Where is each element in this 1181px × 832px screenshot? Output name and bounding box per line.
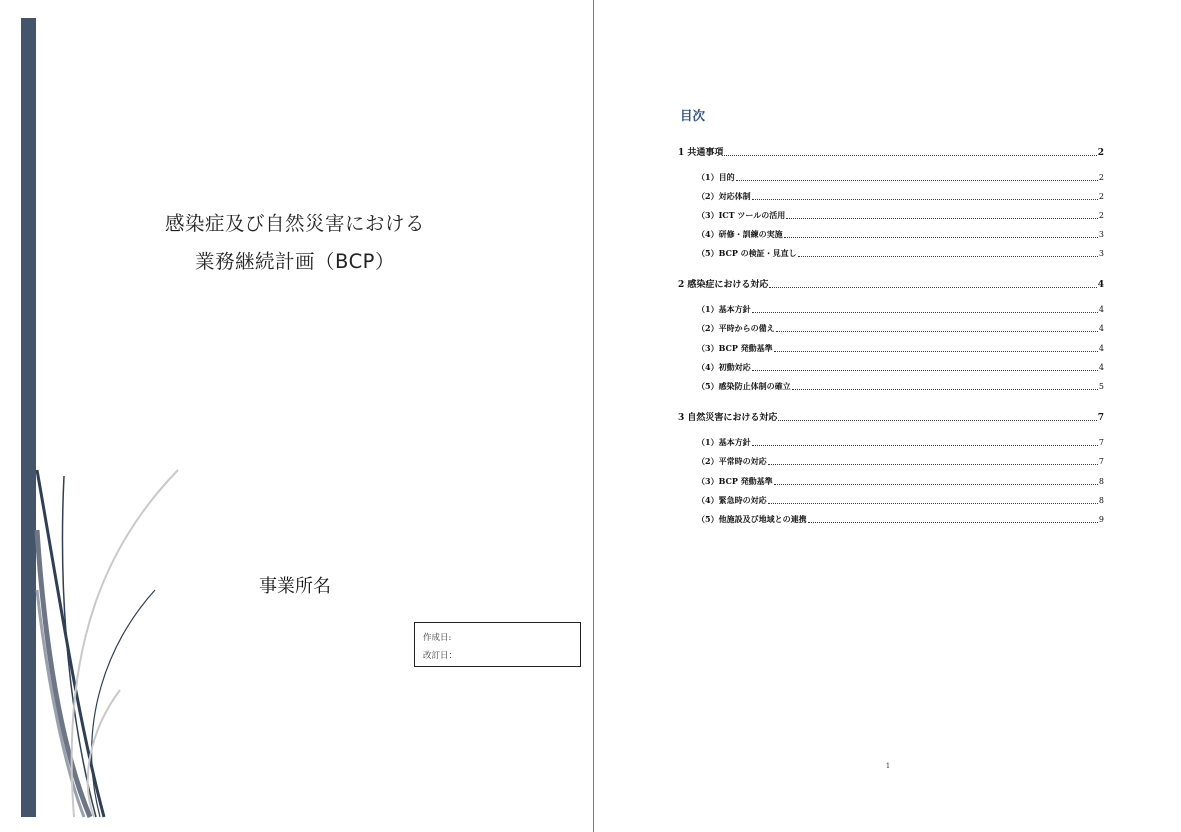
toc-item-title: （2）平時からの備え <box>697 323 775 333</box>
toc-item[interactable] <box>697 210 1104 221</box>
toc-item-title: （2）対応体制 <box>697 191 751 201</box>
toc-leader <box>768 503 1098 504</box>
toc-item-title: （3）BCP 発動基準 <box>697 343 773 353</box>
toc-item-page: 3 <box>1098 230 1104 239</box>
toc-page <box>594 0 1181 832</box>
toc-item-page: 2 <box>1098 173 1104 182</box>
toc-item[interactable] <box>697 437 1104 448</box>
toc-leader <box>752 445 1098 446</box>
toc-item-title: （5）感染防止体制の確立 <box>697 381 791 391</box>
toc-leader <box>778 420 1096 421</box>
toc-leader <box>784 237 1098 238</box>
toc-item[interactable] <box>697 362 1104 373</box>
toc-leader <box>774 351 1098 352</box>
toc-leader <box>736 180 1098 181</box>
toc-item-title: （5）他施設及び地域との連携 <box>697 514 807 524</box>
toc-item[interactable] <box>697 495 1104 506</box>
toc-leader <box>752 370 1098 371</box>
office-name: 事業所名 <box>259 576 331 597</box>
toc-leader <box>786 218 1098 219</box>
date-box <box>414 622 581 667</box>
toc-item[interactable] <box>697 381 1104 392</box>
toc-section[interactable] <box>678 277 1104 290</box>
toc-leader <box>776 331 1098 332</box>
toc-item[interactable] <box>697 343 1104 354</box>
toc-item-title: （4）研修・訓練の実施 <box>697 229 783 239</box>
cover-title-line2: 業務継続計画（BCP） <box>195 250 395 273</box>
page-number: 1 <box>885 762 891 770</box>
toc-item-page: 3 <box>1098 249 1104 258</box>
toc-item-page: 2 <box>1098 211 1104 220</box>
toc-item-title: （3）BCP 発動基準 <box>697 476 773 486</box>
toc-section-page: 2 <box>1097 148 1104 158</box>
toc-leader <box>752 199 1098 200</box>
toc-item[interactable] <box>697 304 1104 315</box>
revised-date-label: 改訂日： <box>423 651 458 661</box>
toc-item-page: 8 <box>1098 496 1104 505</box>
toc-item-page: 7 <box>1098 457 1104 466</box>
toc-item-title: （5）BCP の検証・見直し <box>697 248 797 258</box>
toc-item[interactable] <box>697 456 1104 467</box>
toc-section-page: 4 <box>1097 280 1104 290</box>
toc-item[interactable] <box>697 191 1104 202</box>
toc-item-page: 5 <box>1098 382 1104 391</box>
toc-leader <box>752 312 1098 313</box>
cover-title-line1: 感染症及び自然災害における <box>164 212 425 235</box>
toc-leader <box>769 287 1096 288</box>
toc-leader <box>724 155 1096 156</box>
toc-item[interactable] <box>697 323 1104 334</box>
toc-item-title: （1）基本方針 <box>697 437 751 447</box>
toc-item-title: （3）ICT ツールの活用 <box>697 210 786 220</box>
toc-item-page: 4 <box>1098 363 1104 372</box>
toc-leader <box>808 522 1098 523</box>
toc-item-page: 4 <box>1098 324 1104 333</box>
toc-section-title: 2 感染症における対応 <box>678 280 769 290</box>
toc-item[interactable] <box>697 476 1104 487</box>
toc-item-page: 4 <box>1098 344 1104 353</box>
toc-item-title: （4）緊急時の対応 <box>697 495 767 505</box>
toc-section-title: 1 共通事項 <box>678 148 724 158</box>
toc-leader <box>768 464 1098 465</box>
toc-section-title: 3 自然災害における対応 <box>678 413 778 423</box>
toc-item[interactable] <box>697 172 1104 183</box>
toc-item-page: 8 <box>1098 477 1104 486</box>
toc-item-page: 9 <box>1098 515 1104 524</box>
toc-item-title: （2）平常時の対応 <box>697 456 767 466</box>
toc-leader <box>774 484 1098 485</box>
toc-item-title: （1）目的 <box>697 172 735 182</box>
toc-item-title: （4）初動対応 <box>697 362 751 372</box>
created-date-label: 作成日: <box>423 633 452 643</box>
toc-item[interactable] <box>697 248 1104 259</box>
toc-section[interactable] <box>678 410 1104 423</box>
toc-item[interactable] <box>697 229 1104 240</box>
toc-item[interactable] <box>697 514 1104 525</box>
toc-item-page: 2 <box>1098 192 1104 201</box>
toc-section-page: 7 <box>1097 413 1104 423</box>
toc-item-title: （1）基本方針 <box>697 304 751 314</box>
toc-item-page: 7 <box>1098 438 1104 447</box>
toc-leader <box>792 389 1098 390</box>
toc-section[interactable] <box>678 145 1104 158</box>
toc-heading: 目次 <box>680 108 706 123</box>
toc-leader <box>798 256 1098 257</box>
toc-item-page: 4 <box>1098 305 1104 314</box>
